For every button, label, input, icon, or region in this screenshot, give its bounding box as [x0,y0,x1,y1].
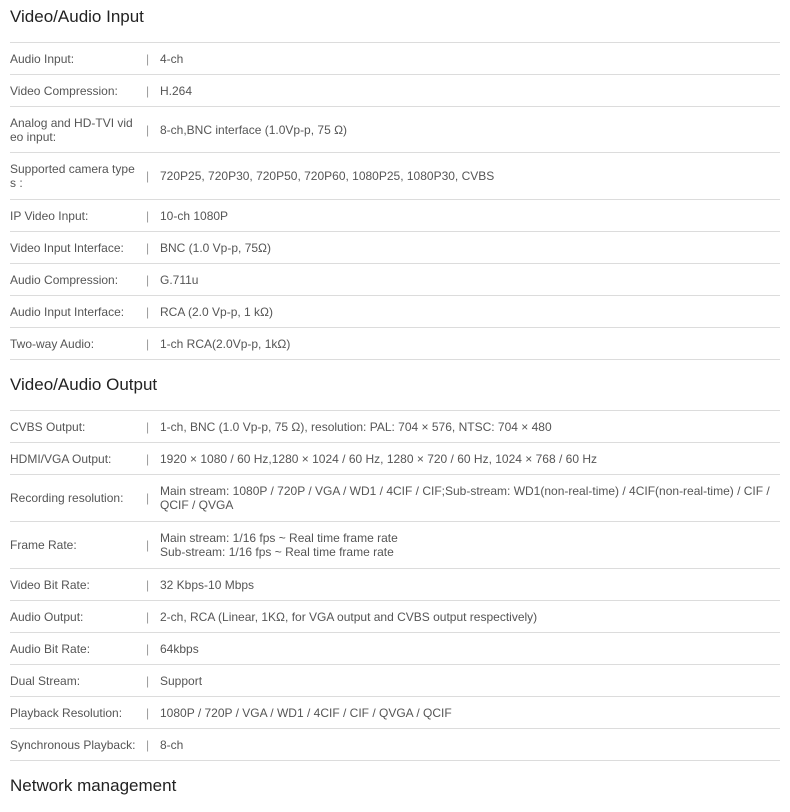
spec-label: HDMI/VGA Output: [10,451,112,466]
spec-row-camera-types [10,153,780,200]
spec-value: 4-ch [160,51,184,66]
spec-separator: | [146,705,150,720]
spec-separator: | [146,451,150,466]
section-title: Video/Audio Input [10,0,780,43]
spec-row-analog-input [10,107,780,153]
spec-separator: | [146,83,150,98]
spec-row-cvbs-output [10,411,780,443]
section-title: Video/Audio Output [10,360,780,411]
spec-label: Two-way Audio: [10,336,95,351]
spec-value: 1080P / 720P / VGA / WD1 / 4CIF / CIF / QVGA / QCIF [160,705,452,720]
section-video-audio-output [10,360,780,761]
spec-value: 2-ch, RCA (Linear, 1KΩ, for VGA output and CVBS output respectively) [160,609,538,624]
spec-separator: | [146,419,150,434]
spec-label: Video Compression: [10,83,118,98]
spec-label: Supported camera types : [10,162,135,190]
spec-separator: | [146,737,150,752]
spec-label: IP Video Input: [10,208,89,223]
spec-row-synchronous-playback [10,729,780,761]
spec-separator: | [146,538,150,552]
spec-page [10,0,780,812]
spec-row-playback-resolution [10,697,780,729]
spec-row-video-bit-rate [10,569,780,601]
spec-value: Main stream: 1080P / 720P / VGA / WD1 / 4CIF / CIF;Sub-stream: WD1(non-real-time) / 4CIF(non-real-time) / CIF / QCIF / QVGA [160,484,770,512]
spec-value: H.264 [160,83,193,98]
spec-value: 8-ch,BNC interface (1.0Vp-p, 75 Ω) [160,122,348,137]
spec-separator: | [146,208,150,223]
spec-label: Audio Output: [10,609,84,624]
spec-row-hdmi-vga-output [10,443,780,475]
spec-label: Video Bit Rate: [10,577,90,592]
section-video-audio-input [10,0,780,360]
spec-row-video-compression [10,75,780,107]
section-title: Network management [10,776,177,795]
spec-value: 8-ch [160,737,184,752]
spec-label: Recording resolution: [10,491,124,505]
spec-value: G.711u [160,272,199,287]
spec-row-ip-video-input [10,200,780,232]
spec-row-audio-output [10,601,780,633]
spec-label: Audio Input: [10,51,75,66]
spec-label: Audio Input Interface: [10,304,125,319]
spec-row-video-input-interface [10,232,780,264]
spec-separator: | [146,641,150,656]
spec-label: Playback Resolution: [10,705,123,720]
spec-label: Video Input Interface: [10,240,124,255]
spec-value: Support [160,673,203,688]
spec-label: Audio Bit Rate: [10,641,91,656]
spec-separator: | [146,122,150,137]
spec-label: Dual Stream: [10,673,81,688]
spec-value: 32 Kbps-10 Mbps [160,577,255,592]
spec-row-frame-rate [10,522,780,569]
spec-row-audio-compression [10,264,780,296]
spec-label: Analog and HD-TVI video input: [10,115,133,144]
spec-separator: | [146,577,150,592]
spec-separator: | [146,240,150,255]
spec-value: Main stream: 1/16 fps ~ Real time frame rate Sub-stream: 1/16 fps ~ Real time frame rate [160,531,398,559]
spec-separator: | [146,169,150,183]
spec-label: CVBS Output: [10,419,86,434]
spec-value: 1920 × 1080 / 60 Hz,1280 × 1024 / 60 Hz, 1280 × 720 / 60 Hz, 1024 × 768 / 60 Hz [160,451,597,466]
spec-row-two-way-audio [10,328,780,360]
spec-value: RCA (2.0 Vp-p, 1 kΩ) [160,304,274,319]
spec-value: BNC (1.0 Vp-p, 75Ω) [160,240,272,255]
spec-row-dual-stream [10,665,780,697]
spec-separator: | [146,609,150,624]
spec-separator: | [146,336,150,351]
spec-row-audio-bit-rate [10,633,780,665]
spec-value: 720P25, 720P30, 720P50, 720P60, 1080P25, 1080P30, CVBS [160,169,495,183]
spec-label: Frame Rate: [10,538,77,552]
spec-row-audio-input [10,43,780,75]
spec-separator: | [146,304,150,319]
spec-label: Audio Compression: [10,272,119,287]
spec-value: 1-ch RCA(2.0Vp-p, 1kΩ) [160,336,291,351]
spec-value: 1-ch, BNC (1.0 Vp-p, 75 Ω), resolution: PAL: 704 × 576, NTSC: 704 × 480 [160,419,552,434]
spec-separator: | [146,51,150,66]
spec-label: Synchronous Playback: [10,737,136,752]
spec-separator: | [146,673,150,688]
spec-separator: | [146,491,150,505]
spec-row-recording-resolution [10,475,780,522]
spec-value: 64kbps [160,641,199,656]
spec-value: 10-ch 1080P [160,208,229,223]
section-network-management [10,761,780,812]
spec-separator: | [146,272,150,287]
spec-row-audio-input-interface [10,296,780,328]
